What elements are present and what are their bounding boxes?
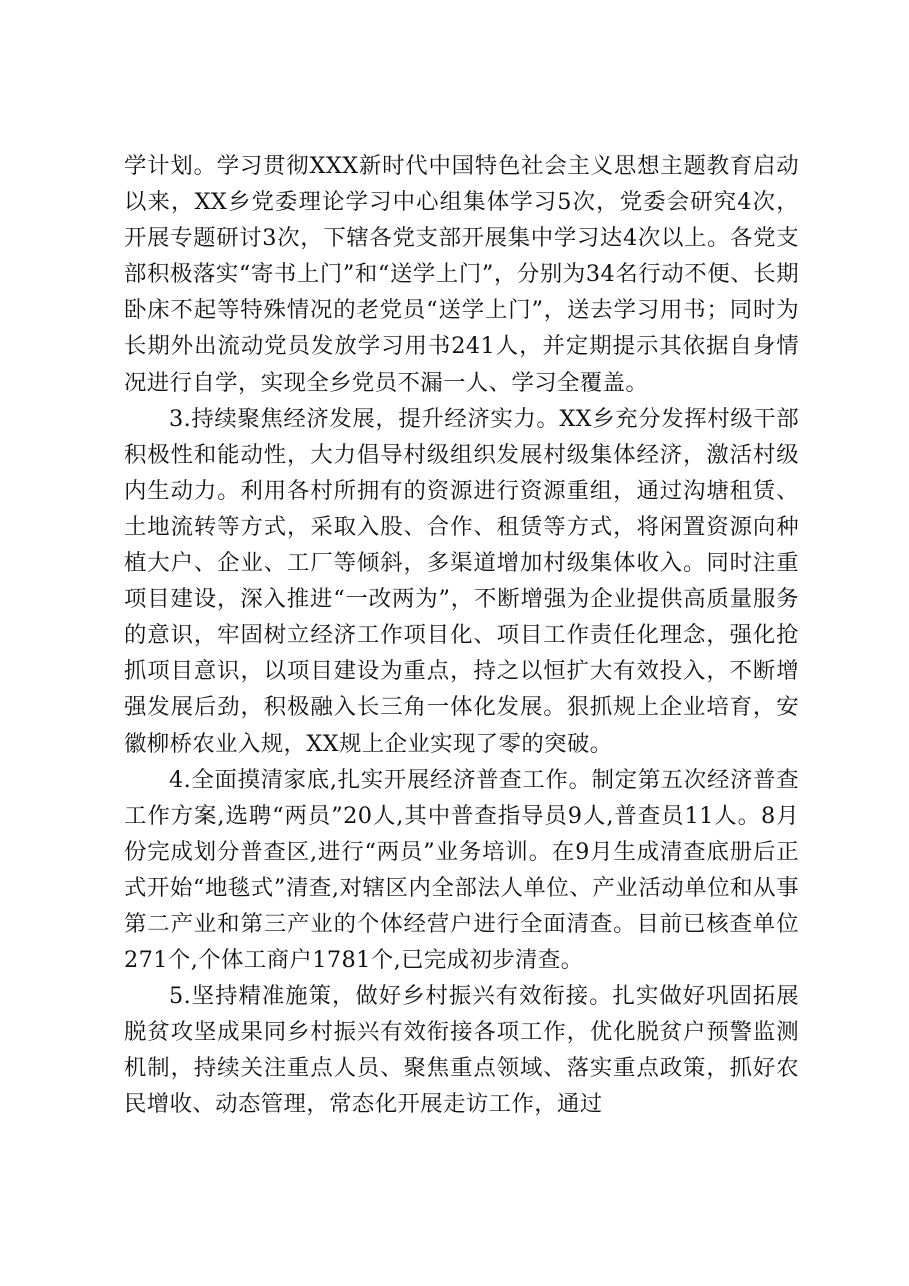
paragraph-economic-development: 3.持续聚焦经济发展，提升经济实力。XX乡充分发挥村级干部积极性和能动性，大力倡导村级组织发展村级集体经济，激活村级内生动力。利用各村所拥有的资源进行资源重组，通过沟塘租赁、土地流转等方式，采取入股、合作、租赁等方式，将闲置资源向种植大户、企业、工厂等倾斜，多渠道增加村级集体收入。同时注重项目建设，深入推进“一改两为”，不断增强为企业提供高质量服务的意识，牢固树立经济工作项目化、项目工作责任化理念，强化抢抓项目意识，以项目建设为重点，持之以恒扩大有效投入，不断增强发展后劲，积极融入长三角一体化发展。狠抓规上企业培育，安徽柳桥农业入规，XX规上企业实现了零的突破。: [124, 405, 799, 757]
paragraph-economic-census: 4.全面摸清家底,扎实开展经济普查工作。制定第五次经济普查工作方案,选聘“两员”20人,其中普查指导员9人,普查员11人。8月份完成划分普查区,进行“两员”业务培训。在9月生成清查底册后正式开始“地毯式”清查,对辖区内全部法人单位、产业活动单位和从事第二产业和第三产业的个体经营户进行全面清查。目前已核查单位271个,个体工商户1781个,已完成初步清查。: [124, 766, 799, 974]
paragraph-study-plan: 学计划。学习贯彻XXX新时代中国特色社会主义思想主题教育启动以来，XX乡党委理论学习中心组集体学习5次，党委会研究4次，开展专题研讨3次，下辖各党支部开展集中学习达4次以上。各党支部积极落实“寄书上门”和“送学上门”，分别为34名行动不便、长期卧床不起等特殊情况的老党员“送学上门”，送去学习用书；同时为长期外出流动党员发放学习用书241人，并定期提示其依据自身情况进行自学，实现全乡党员不漏一人、学习全覆盖。: [124, 153, 799, 396]
paragraph-rural-revitalization: 5.坚持精准施策，做好乡村振兴有效衔接。扎实做好巩固拓展脱贫攻坚成果同乡村振兴有效衔接各项工作，优化脱贫户预警监测机制，持续关注重点人员、聚焦重点领域、落实重点政策，抓好农民增收、动态管理，常态化开展走访工作，通过: [124, 983, 799, 1118]
document-page: [124, 148, 799, 1123]
